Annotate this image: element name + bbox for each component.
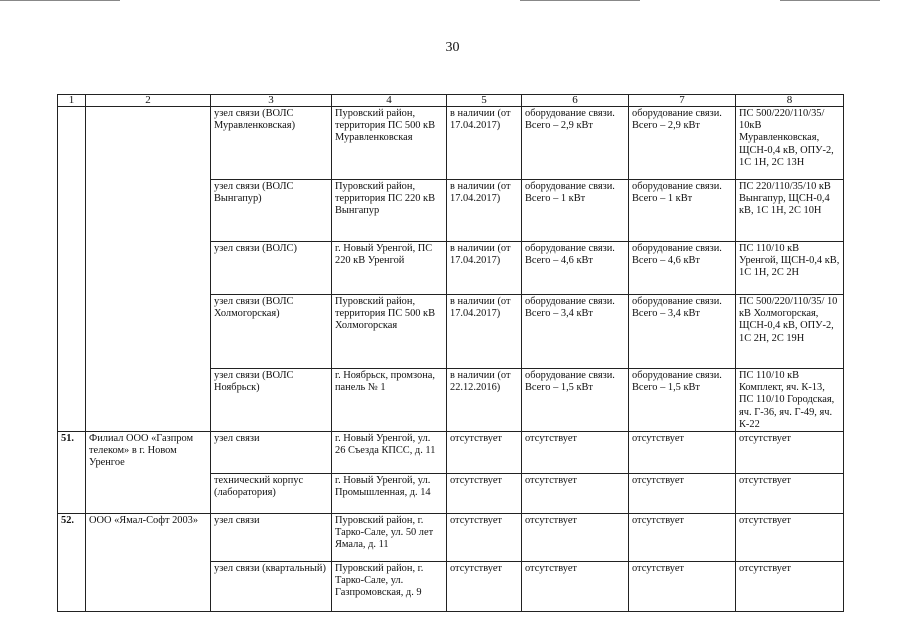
object-cell: узел связи (ВОЛС): [211, 242, 332, 295]
object-cell: узел связи: [211, 432, 332, 474]
object-cell: узел связи (ВОЛС Вынгапур): [211, 180, 332, 242]
availability-cell: отсутствует: [447, 514, 522, 562]
source-cell: ПС 110/10 кВ Комплект, яч. К-13, ПС 110/10 Городская, яч. Г-36, яч. Г-49, яч. К-22: [736, 369, 844, 432]
table-header-row: [58, 95, 844, 107]
load-type-cell: оборудование связи. Всего – 4,6 кВт: [522, 242, 629, 295]
data-table: [57, 94, 844, 612]
object-cell: узел связи (ВОЛС Муравленковская): [211, 107, 332, 180]
address-cell: Пуровский район, г. Тарко-Сале, ул. Газпромовская, д. 9: [332, 562, 447, 612]
source-cell: отсутствует: [736, 432, 844, 474]
availability-cell: в наличии (от 22.12.2016): [447, 369, 522, 432]
address-cell: Пуровский район, территория ПС 500 кВ Муравленковская: [332, 107, 447, 180]
object-cell: узел связи (ВОЛС Холмогорская): [211, 295, 332, 369]
column-header: 3: [211, 95, 332, 107]
page-number: 30: [445, 40, 460, 55]
load-type-cell: оборудование связи. Всего – 3,4 кВт: [522, 295, 629, 369]
address-cell: Пуровский район, г. Тарко-Сале, ул. 50 лет Ямала, д. 11: [332, 514, 447, 562]
address-cell: Пуровский район, территория ПС 500 кВ Холмогорская: [332, 295, 447, 369]
availability-cell: отсутствует: [447, 432, 522, 474]
source-cell: отсутствует: [736, 474, 844, 514]
row-number-cell: 51.: [58, 432, 86, 514]
source-cell: ПС 220/110/35/10 кВ Вынгапур, ЩСН-0,4 кВ, 1С 1Н, 2С 10Н: [736, 180, 844, 242]
source-cell: отсутствует: [736, 514, 844, 562]
object-cell: технический корпус (лаборатория): [211, 474, 332, 514]
address-cell: г. Новый Уренгой, ул. 26 Съезда КПСС, д. 11: [332, 432, 447, 474]
column-header: 5: [447, 95, 522, 107]
power-cell: оборудование связи. Всего – 2,9 кВт: [629, 107, 736, 180]
availability-cell: отсутствует: [447, 474, 522, 514]
power-cell: оборудование связи. Всего – 1,5 кВт: [629, 369, 736, 432]
load-type-cell: оборудование связи. Всего – 1,5 кВт: [522, 369, 629, 432]
power-cell: отсутствует: [629, 432, 736, 474]
availability-cell: в наличии (от 17.04.2017): [447, 295, 522, 369]
load-type-cell: отсутствует: [522, 514, 629, 562]
object-cell: узел связи (квартальный): [211, 562, 332, 612]
power-cell: оборудование связи. Всего – 4,6 кВт: [629, 242, 736, 295]
row-number-cell: [58, 107, 86, 432]
availability-cell: в наличии (от 17.04.2017): [447, 180, 522, 242]
source-cell: ПС 500/220/110/35/ 10 кВ Холмогорская, ЩСН-0,4 кВ, ОПУ-2, 1С 2Н, 2С 19Н: [736, 295, 844, 369]
source-cell: отсутствует: [736, 562, 844, 612]
source-cell: ПС 110/10 кВ Уренгой, ЩСН-0,4 кВ, 1С 1Н, 2С 2Н: [736, 242, 844, 295]
address-cell: г. Новый Уренгой, ПС 220 кВ Уренгой: [332, 242, 447, 295]
column-header: 4: [332, 95, 447, 107]
power-cell: отсутствует: [629, 474, 736, 514]
address-cell: Пуровский район, территория ПС 220 кВ Вынгапур: [332, 180, 447, 242]
availability-cell: в наличии (от 17.04.2017): [447, 107, 522, 180]
top-edge-line: [0, 0, 120, 1]
availability-cell: отсутствует: [447, 562, 522, 612]
address-cell: г. Новый Уренгой, ул. Промышленная, д. 14: [332, 474, 447, 514]
organization-cell: [86, 107, 211, 432]
organization-cell: Филиал ООО «Газпром телеком» в г. Новом Уренгое: [86, 432, 211, 514]
column-header: 7: [629, 95, 736, 107]
column-header: 2: [86, 95, 211, 107]
object-cell: узел связи (ВОЛС Ноябрьск): [211, 369, 332, 432]
column-header: 8: [736, 95, 844, 107]
load-type-cell: отсутствует: [522, 432, 629, 474]
column-header: 1: [58, 95, 86, 107]
row-number-cell: 52.: [58, 514, 86, 612]
table-row: [58, 514, 844, 562]
load-type-cell: отсутствует: [522, 562, 629, 612]
column-header: 6: [522, 95, 629, 107]
top-edge-line: [780, 0, 880, 1]
object-cell: узел связи: [211, 514, 332, 562]
power-cell: отсутствует: [629, 514, 736, 562]
top-edge-line: [520, 0, 640, 1]
table-row: [58, 432, 844, 474]
load-type-cell: отсутствует: [522, 474, 629, 514]
address-cell: г. Ноябрьск, промзона, панель № 1: [332, 369, 447, 432]
load-type-cell: оборудование связи. Всего – 2,9 кВт: [522, 107, 629, 180]
power-cell: оборудование связи. Всего – 3,4 кВт: [629, 295, 736, 369]
table-row: [58, 107, 844, 180]
organization-cell: ООО «Ямал-Софт 2003»: [86, 514, 211, 612]
power-cell: отсутствует: [629, 562, 736, 612]
load-type-cell: оборудование связи. Всего – 1 кВт: [522, 180, 629, 242]
power-cell: оборудование связи. Всего – 1 кВт: [629, 180, 736, 242]
availability-cell: в наличии (от 17.04.2017): [447, 242, 522, 295]
source-cell: ПС 500/220/110/35/ 10кВ Муравленковская, ЩСН-0,4 кВ, ОПУ-2, 1С 1Н, 2С 13Н: [736, 107, 844, 180]
